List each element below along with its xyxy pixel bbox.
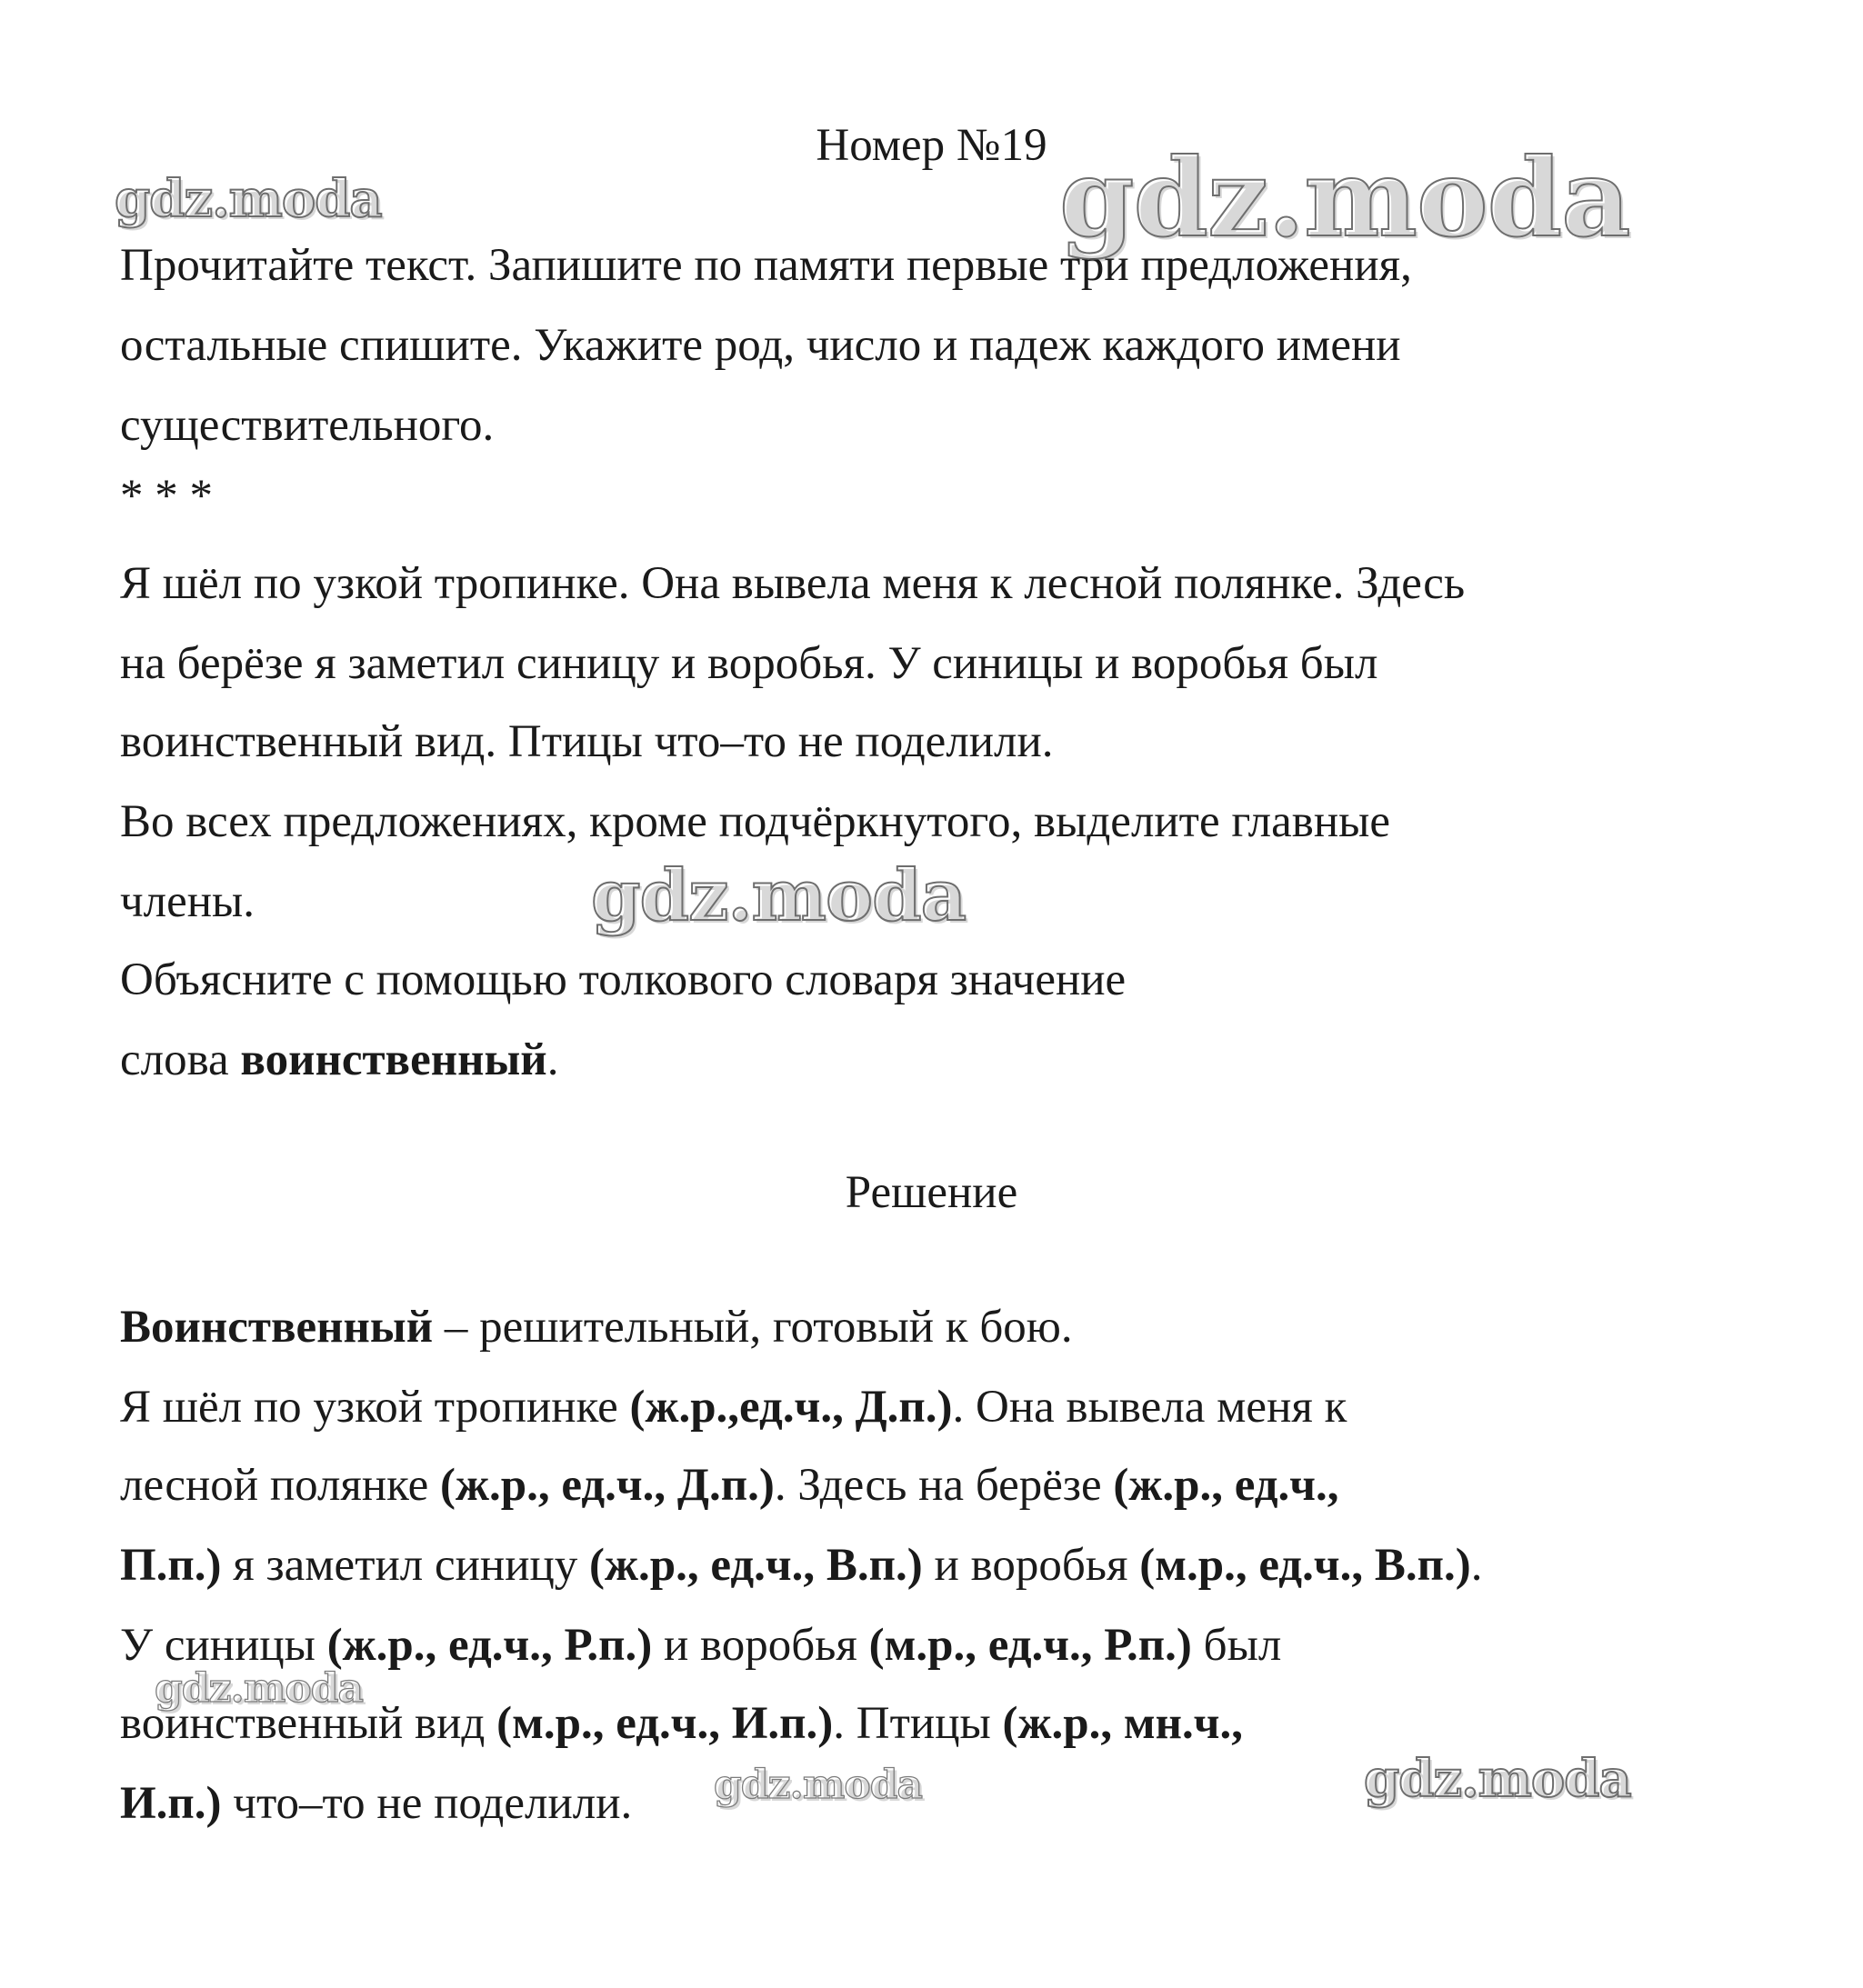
task-line-7: воинственный вид. Птицы что–то не поделили.: [120, 716, 1054, 767]
task-line-9: члены.: [120, 876, 255, 927]
watermark-1: gdz.moda: [115, 169, 382, 229]
task-line-11: [120, 1033, 558, 1087]
watermark-6: gdz.moda: [1364, 1749, 1631, 1809]
task-line-6: на берёзе я заметил синицу и воробья. У синицы и воробья был: [120, 638, 1378, 689]
s6-bold-a: И.п.): [120, 1778, 222, 1829]
s5-text-c: . Птицы: [833, 1698, 1003, 1749]
solution-heading: Решение: [845, 1167, 1018, 1218]
s6-text-b: что–то не поделили.: [221, 1778, 633, 1829]
page-title: Номер №19: [816, 120, 1047, 171]
watermark-2: gdz.moda: [1059, 135, 1630, 261]
s5-bold-d: (ж.р., мн.ч.,: [1002, 1698, 1243, 1749]
s3-bold-c: (ж.р., ед.ч., В.п.): [589, 1540, 923, 1591]
task-line-11-bold: воинственный: [240, 1034, 547, 1085]
s4-bold-d: (м.р., ед.ч., Р.п.): [868, 1620, 1192, 1671]
task-line-1: Прочитайте текст. Запишите по памяти первые три предложения,: [120, 240, 1412, 291]
solution-line-4: [120, 1618, 1281, 1673]
s2-bold-b: (ж.р., ед.ч., Д.п.): [440, 1460, 775, 1511]
asterisks-divider: * * *: [120, 471, 213, 522]
task-line-2: остальные спишите. Укажите род, число и падеж каждого имени: [120, 320, 1401, 371]
s3-text-f: .: [1470, 1540, 1483, 1591]
task-line-3: существительного.: [120, 400, 495, 451]
s4-text-e: был: [1191, 1620, 1282, 1671]
s2-bold-d: (ж.р., ед.ч.,: [1113, 1460, 1339, 1511]
task-line-11-suffix: .: [546, 1034, 559, 1085]
s4-bold-b: (ж.р., ед.ч., Р.п.): [326, 1620, 653, 1671]
s3-text-d: и воробья: [922, 1540, 1140, 1591]
s2-text-c: . Здесь на берёзе: [774, 1460, 1114, 1511]
solution-definition: [120, 1300, 1073, 1354]
watermark-3: gdz.moda: [591, 854, 967, 937]
s1-text-c: . Она вывела меня к: [952, 1382, 1347, 1433]
s2-text-a: лесной полянке: [120, 1460, 441, 1511]
solution-line-6: [120, 1776, 632, 1831]
s5-text-a: воинственный вид: [120, 1698, 497, 1749]
solution-line-2: [120, 1458, 1339, 1513]
s1-text-a: Я шёл по узкой тропинке: [120, 1382, 630, 1433]
s4-text-c: и воробья: [652, 1620, 869, 1671]
s3-bold-a: П.п.): [120, 1540, 222, 1591]
task-line-11-prefix: слова: [120, 1034, 241, 1085]
watermark-5: gdz.moda: [714, 1762, 923, 1808]
s4-text-a: У синицы: [120, 1620, 327, 1671]
definition-text: – решительный, готовый к бою.: [433, 1302, 1073, 1353]
solution-line-1: [120, 1380, 1347, 1434]
task-line-10: Объясните с помощью толкового словаря значение: [120, 954, 1127, 1005]
definition-term: Воинственный: [120, 1302, 434, 1353]
task-line-8: Во всех предложениях, кроме подчёркнутого, выделите главные: [120, 796, 1391, 847]
solution-line-3: [120, 1538, 1483, 1593]
s5-bold-b: (м.р., ед.ч., И.п.): [496, 1698, 834, 1749]
watermark-4: gdz.moda: [155, 1665, 364, 1712]
task-line-5: Я шёл по узкой тропинке. Она вывела меня к лесной полянке. Здесь: [120, 558, 1466, 609]
s3-bold-e: (м.р., ед.ч., В.п.): [1139, 1540, 1471, 1591]
s3-text-b: я заметил синицу: [221, 1540, 590, 1591]
s1-bold-b: (ж.р.,ед.ч., Д.п.): [629, 1382, 953, 1433]
